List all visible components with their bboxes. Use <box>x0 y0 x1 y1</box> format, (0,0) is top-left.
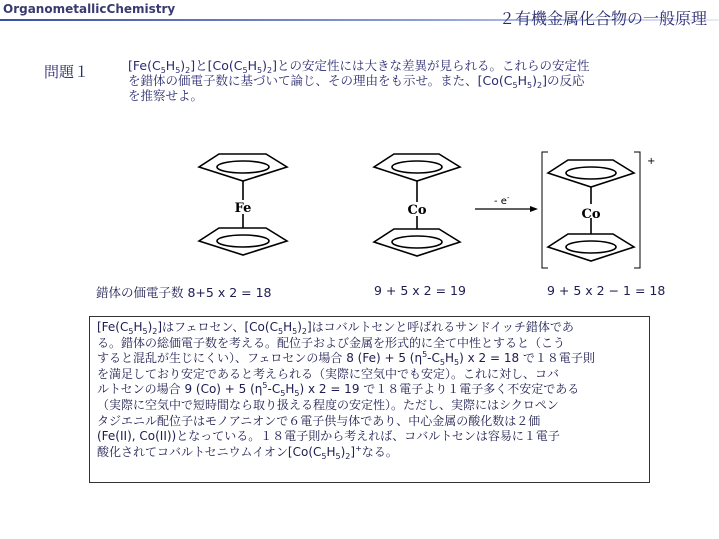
explanation-box <box>89 316 650 483</box>
explanation-line-8: (Fe(II), Co(II))となっている。１８電子則から考えれば、コバルトセンは容易に１電子 <box>97 429 560 444</box>
problem-label: 問題１ <box>44 63 90 81</box>
cp-aromatic-ring <box>392 161 442 173</box>
cp-ring-top <box>199 154 287 181</box>
problem-line-2: を錯体の価電子数に基づいて論じ、その理由をも示せ。また、$[Co(C_5H_5)_2]$の反応 <box>128 73 585 90</box>
valence-ferrocene: 錯体の価電子数 8+5 x 2 = 18 <box>96 285 272 300</box>
explanation-line-2: る。錯体の総価電子数を考える。配位子および金属を形式的に全て中性とすると（こう <box>97 335 566 350</box>
cp-aromatic-ring <box>566 167 616 179</box>
explanation-line-3: すると混乱が生じにくい）、フェロセンの場合 8 (Fe) + 5 $(\eta^5-C_5H_5)$ x 2 = 18 で１８電子則 <box>97 350 595 368</box>
co-cation-label: Co <box>581 207 601 222</box>
explanation-line-5: ルトセンの場合 9 (Co) + 5 $(\eta^5-C_5H_5)$ x 2 = 19 で１８電子より１電子多く不安定である <box>97 381 580 399</box>
explanation-line-9: 酸化されてコバルトセニウムイオン$[Co(C_5H_5)_2]^+$なる。 <box>97 443 398 461</box>
problem-line-3: を推察せよ。 <box>128 88 204 103</box>
co-label: Co <box>407 203 427 218</box>
arrow-label: - e- <box>494 194 510 207</box>
header-chapter-title: ２有機金属化合物の一般原理 <box>498 9 707 28</box>
cp-ring-top <box>548 160 634 187</box>
cp-ring-bottom <box>374 229 460 256</box>
cp-aromatic-ring <box>566 241 616 253</box>
explanation-line-7: タジエニル配位子はモノアニオンで６電子供与体であり、中心金属の酸化数は２価 <box>97 413 541 428</box>
explanation-line-1: $[Fe(C_5H_5)_2]$はフェロセン、$[Co(C_5H_5)_2]$はコバルトセンと呼ばれるサンドイッチ錯体であ <box>97 320 574 336</box>
explanation-line-4: を満足しており安定であると考えられる（実際に空気中でも安定）。これに対し、コバ <box>97 366 560 381</box>
problem-line-1: $[Fe(C_5H_5)_2]$と$[Co(C_5H_5)_2]$との安定性には大きな差異が見られる。これらの安定性 <box>128 58 590 75</box>
cp-aromatic-ring <box>392 236 442 248</box>
metallocene-diagram <box>0 140 719 280</box>
valence-cobaltocenium: 9 + 5 x 2 − 1 = 18 <box>547 283 666 298</box>
right-bracket <box>634 152 640 268</box>
fe-label: Fe <box>234 201 252 216</box>
header-course-title: OrganometallicChemistry <box>3 2 176 16</box>
explanation-line-6: （実際に空気中で短時間なら取り扱える程度の安定性）。ただし、実際にはシクロペン <box>97 397 559 412</box>
cp-ring-top <box>374 154 460 181</box>
problem-text <box>128 58 688 103</box>
arrow-head-icon <box>530 206 538 212</box>
cp-ring-bottom <box>548 234 634 261</box>
valence-cobaltocene: 9 + 5 x 2 = 19 <box>374 283 466 298</box>
cp-aromatic-ring <box>217 235 269 247</box>
cp-ring-bottom <box>199 228 287 255</box>
cp-aromatic-ring <box>217 161 269 173</box>
charge-label: + <box>647 156 656 167</box>
left-bracket <box>542 152 548 268</box>
